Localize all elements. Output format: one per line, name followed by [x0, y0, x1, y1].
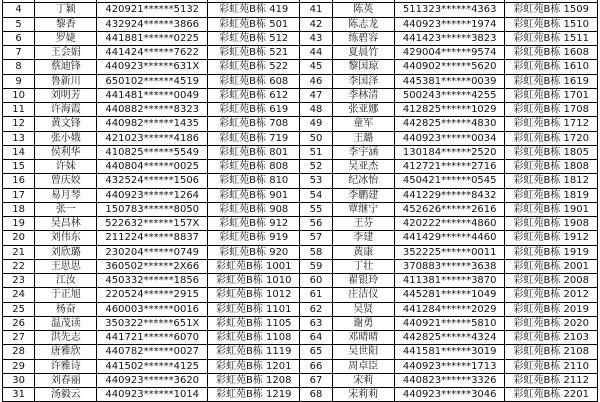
resident-name-cell: 刘明芳: [35, 88, 97, 102]
row-number-cell: 42: [300, 17, 332, 31]
id-number-cell: 441429******4460: [394, 231, 505, 245]
room-cell: 彩虹苑B栋 2020: [505, 316, 598, 330]
room-cell: 彩虹苑B栋 419: [208, 3, 300, 17]
id-number-cell: 452626******2616: [394, 202, 505, 216]
room-cell: 彩虹苑B栋 808: [208, 160, 300, 174]
room-cell: 彩虹苑B栋 908: [208, 202, 300, 216]
room-cell: 彩虹苑B栋 920: [208, 245, 300, 259]
table-row: [3, 3, 598, 17]
room-cell: 彩虹苑B栋 1510: [505, 17, 598, 31]
room-cell: 彩虹苑B栋 1101: [208, 302, 300, 316]
room-cell: 彩虹苑B栋 1619: [505, 74, 598, 88]
resident-name-cell: 纪冰怡: [332, 174, 394, 188]
row-number-cell: 46: [300, 74, 332, 88]
id-number-cell: 445381******0039: [394, 74, 505, 88]
resident-name-cell: 刘伟东: [35, 231, 97, 245]
resident-name-cell: 丁颖: [35, 3, 97, 17]
row-number-cell: 64: [300, 331, 332, 345]
resident-name-cell: 吴亚杰: [332, 160, 394, 174]
id-number-cell: 441581******3019: [394, 345, 505, 359]
row-number-cell: 14: [3, 145, 35, 159]
row-number-cell: 26: [3, 316, 35, 330]
row-number-cell: 48: [300, 103, 332, 117]
id-number-cell: 450332******1856: [97, 274, 208, 288]
row-number-cell: 45: [300, 60, 332, 74]
room-cell: 彩虹苑B栋 1610: [505, 60, 598, 74]
row-number-cell: 28: [3, 345, 35, 359]
room-cell: 彩虹苑B栋 912: [208, 217, 300, 231]
row-number-cell: 21: [3, 245, 35, 259]
table-row: [3, 316, 598, 330]
room-cell: 彩虹苑B栋 801: [208, 145, 300, 159]
table-row: [3, 88, 598, 102]
id-number-cell: 522632******157X: [97, 217, 208, 231]
id-number-cell: 650102******4519: [97, 74, 208, 88]
row-number-cell: 61: [300, 288, 332, 302]
room-cell: 彩虹苑B栋 612: [208, 88, 300, 102]
row-number-cell: 68: [300, 388, 332, 402]
resident-name-cell: 汤毅云: [35, 388, 97, 402]
resident-name-cell: 鲁新川: [35, 74, 97, 88]
table-row: [3, 345, 598, 359]
room-cell: 彩虹苑B栋 1511: [505, 31, 598, 45]
room-cell: 彩虹苑B栋 619: [208, 103, 300, 117]
id-number-cell: 441423******3823: [394, 31, 505, 45]
resident-name-cell: 洪先志: [35, 331, 97, 345]
id-number-cell: 420921******5132: [97, 3, 208, 17]
row-number-cell: 4: [3, 3, 35, 17]
resident-name-cell: 宋莉莉: [332, 388, 394, 402]
table-row: [3, 117, 598, 131]
resident-name-cell: 王璐: [332, 131, 394, 145]
resident-name-cell: 蔡迪锋: [35, 60, 97, 74]
resident-name-cell: 刘欣璐: [35, 245, 97, 259]
row-number-cell: 20: [3, 231, 35, 245]
row-number-cell: 41: [300, 3, 332, 17]
room-cell: 彩虹苑B栋 1509: [505, 3, 598, 17]
row-number-cell: 30: [3, 373, 35, 387]
row-number-cell: 44: [300, 46, 332, 60]
id-number-cell: 441481******0049: [97, 88, 208, 102]
row-number-cell: 60: [300, 274, 332, 288]
id-number-cell: 440882******8323: [97, 103, 208, 117]
room-cell: 彩虹苑B栋 1608: [505, 46, 598, 60]
resident-name-cell: 吴贤: [332, 302, 394, 316]
row-number-cell: 55: [300, 202, 332, 216]
id-number-cell: 445281******1049: [394, 288, 505, 302]
room-cell: 彩虹苑B栋 522: [208, 60, 300, 74]
resident-name-cell: 童军: [332, 117, 394, 131]
resident-name-cell: 王思思: [35, 259, 97, 273]
id-number-cell: 230204******0749: [97, 245, 208, 259]
resident-name-cell: 李宇涵: [332, 145, 394, 159]
room-cell: 彩虹苑B栋 2112: [505, 373, 598, 387]
row-number-cell: 51: [300, 145, 332, 159]
row-number-cell: 6: [3, 31, 35, 45]
row-number-cell: 24: [3, 288, 35, 302]
id-number-cell: 441424******7622: [97, 46, 208, 60]
id-number-cell: 440823******3326: [394, 373, 505, 387]
table-body: [3, 0, 598, 402]
resident-name-cell: 许雅诗: [35, 359, 97, 373]
room-cell: 彩虹苑B栋 1108: [208, 331, 300, 345]
row-number-cell: 12: [3, 117, 35, 131]
id-number-cell: 410825******5549: [97, 145, 208, 159]
id-number-cell: 432524******1506: [97, 174, 208, 188]
room-cell: 彩虹苑B栋 1701: [505, 88, 598, 102]
table-row: [3, 174, 598, 188]
row-number-cell: 13: [3, 131, 35, 145]
row-number-cell: 66: [300, 359, 332, 373]
id-number-cell: 441229******8432: [394, 188, 505, 202]
resident-name-cell: 陈志龙: [332, 17, 394, 31]
room-cell: 彩虹苑B栋 1219: [208, 388, 300, 402]
room-cell: 彩虹苑B栋 1119: [208, 345, 300, 359]
room-cell: 彩虹苑B栋 901: [208, 188, 300, 202]
id-number-cell: 511323******4363: [394, 3, 505, 17]
table-row: [3, 17, 598, 31]
row-number-cell: 11: [3, 103, 35, 117]
resident-name-cell: 黎香: [35, 17, 97, 31]
table-row: [3, 274, 598, 288]
row-number-cell: 62: [300, 302, 332, 316]
resident-name-cell: 唐雅欣: [35, 345, 97, 359]
id-number-cell: 440923******1014: [97, 388, 208, 402]
table-row: [3, 217, 598, 231]
room-cell: 彩虹苑B栋 1010: [208, 274, 300, 288]
resident-name-cell: 周卓臣: [332, 359, 394, 373]
resident-name-cell: 吴世阳: [332, 345, 394, 359]
resident-roster-table: [2, 0, 598, 402]
table-row: [3, 373, 598, 387]
resident-name-cell: 覃继宁: [332, 202, 394, 216]
room-cell: 彩虹苑B栋 2108: [505, 345, 598, 359]
id-number-cell: 440902******5620: [394, 60, 505, 74]
room-cell: 彩虹苑B栋 2103: [505, 331, 598, 345]
resident-name-cell: 张一: [35, 202, 97, 216]
id-number-cell: 440921******5810: [394, 316, 505, 330]
row-number-cell: 31: [3, 388, 35, 402]
room-cell: 彩虹苑B栋 810: [208, 174, 300, 188]
row-number-cell: 59: [300, 259, 332, 273]
row-number-cell: 18: [3, 202, 35, 216]
room-cell: 彩虹苑B栋 1208: [208, 373, 300, 387]
room-cell: 彩虹苑B栋 1819: [505, 188, 598, 202]
row-number-cell: 58: [300, 245, 332, 259]
row-number-cell: 53: [300, 174, 332, 188]
room-cell: 彩虹苑B栋 1001: [208, 259, 300, 273]
id-number-cell: 211224******8837: [97, 231, 208, 245]
id-number-cell: 441502******4125: [97, 359, 208, 373]
resident-name-cell: 谢勇: [332, 316, 394, 330]
table-row: [3, 202, 598, 216]
resident-name-cell: 刘春丽: [35, 373, 97, 387]
id-number-cell: 442825******4830: [394, 117, 505, 131]
room-cell: 彩虹苑B栋 1012: [208, 288, 300, 302]
id-number-cell: 150783******8050: [97, 202, 208, 216]
row-number-cell: 50: [300, 131, 332, 145]
resident-name-cell: 王芬: [332, 217, 394, 231]
room-cell: 彩虹苑B栋 1201: [208, 359, 300, 373]
resident-name-cell: 邓晴晴: [332, 331, 394, 345]
resident-name-cell: 夏晨竹: [332, 46, 394, 60]
id-number-cell: 412721******2716: [394, 160, 505, 174]
room-cell: 彩虹苑B栋 1901: [505, 202, 598, 216]
resident-name-cell: 黄文锋: [35, 117, 97, 131]
id-number-cell: 450421******0545: [394, 174, 505, 188]
room-cell: 彩虹苑B栋 2201: [505, 388, 598, 402]
row-number-cell: 19: [3, 217, 35, 231]
id-number-cell: 130184******2520: [394, 145, 505, 159]
table-row: [3, 103, 598, 117]
resident-name-cell: 李林清: [332, 88, 394, 102]
id-number-cell: 421023******4186: [97, 131, 208, 145]
row-number-cell: 10: [3, 88, 35, 102]
id-number-cell: 440923******1974: [394, 17, 505, 31]
table-row: [3, 31, 598, 45]
room-cell: 彩虹苑B栋 708: [208, 117, 300, 131]
room-cell: 彩虹苑B栋 1919: [505, 245, 598, 259]
id-number-cell: 432924******3866: [97, 17, 208, 31]
id-number-cell: 360502******2X66: [97, 259, 208, 273]
row-number-cell: 29: [3, 359, 35, 373]
resident-name-cell: 宋莉: [332, 373, 394, 387]
id-number-cell: 441881******0225: [97, 31, 208, 45]
table-row: [3, 60, 598, 74]
resident-name-cell: 杨奋: [35, 302, 97, 316]
resident-name-cell: 易月琴: [35, 188, 97, 202]
id-number-cell: 412825******1029: [394, 103, 505, 117]
room-cell: 彩虹苑B栋 2019: [505, 302, 598, 316]
resident-name-cell: 吴昌林: [35, 217, 97, 231]
id-number-cell: 440923******631X: [97, 60, 208, 74]
table-row: [3, 231, 598, 245]
room-cell: 彩虹苑B栋 608: [208, 74, 300, 88]
row-number-cell: 54: [300, 188, 332, 202]
room-cell: 彩虹苑B栋 521: [208, 46, 300, 60]
row-number-cell: 5: [3, 17, 35, 31]
id-number-cell: 429004******9574: [394, 46, 505, 60]
table-row: [3, 74, 598, 88]
row-number-cell: 15: [3, 160, 35, 174]
table-row: [3, 259, 598, 273]
id-number-cell: 440923******1264: [97, 188, 208, 202]
room-cell: 彩虹苑B栋 2012: [505, 288, 598, 302]
id-number-cell: 440982******1435: [97, 117, 208, 131]
id-number-cell: 220524******2915: [97, 288, 208, 302]
resident-name-cell: 李国泽: [332, 74, 394, 88]
id-number-cell: 441721******6070: [97, 331, 208, 345]
row-number-cell: 22: [3, 259, 35, 273]
row-number-cell: 52: [300, 160, 332, 174]
table-row: [3, 145, 598, 159]
room-cell: 彩虹苑B栋 1105: [208, 316, 300, 330]
room-cell: 彩虹苑B栋 1720: [505, 131, 598, 145]
id-number-cell: 440804******0025: [97, 160, 208, 174]
room-cell: 彩虹苑B栋 2001: [505, 259, 598, 273]
id-number-cell: 411381******3870: [394, 274, 505, 288]
table-row: [3, 131, 598, 145]
id-number-cell: 352225******0011: [394, 245, 505, 259]
table-row: [3, 359, 598, 373]
id-number-cell: 440923******3620: [97, 373, 208, 387]
row-number-cell: 23: [3, 274, 35, 288]
resident-name-cell: 温茂读: [35, 316, 97, 330]
row-number-cell: 65: [300, 345, 332, 359]
row-number-cell: 67: [300, 373, 332, 387]
room-cell: 彩虹苑B栋 501: [208, 17, 300, 31]
room-cell: 彩虹苑B栋 1712: [505, 117, 598, 131]
row-number-cell: 43: [300, 31, 332, 45]
id-number-cell: 440782******0027: [97, 345, 208, 359]
room-cell: 彩虹苑B栋 512: [208, 31, 300, 45]
resident-name-cell: 翟银玲: [332, 274, 394, 288]
row-number-cell: 25: [3, 302, 35, 316]
row-number-cell: 63: [300, 316, 332, 330]
resident-name-cell: 张亚娜: [332, 103, 394, 117]
row-number-cell: 47: [300, 88, 332, 102]
id-number-cell: 440923******3046: [394, 388, 505, 402]
row-number-cell: 27: [3, 331, 35, 345]
row-number-cell: 56: [300, 217, 332, 231]
resident-name-cell: 黎国琼: [332, 60, 394, 74]
resident-name-cell: 罗婕: [35, 31, 97, 45]
row-number-cell: 7: [3, 46, 35, 60]
row-number-cell: 8: [3, 60, 35, 74]
resident-name-cell: 李建: [332, 231, 394, 245]
resident-name-cell: 于正旭: [35, 288, 97, 302]
table-row: [3, 188, 598, 202]
id-number-cell: 460003******0016: [97, 302, 208, 316]
resident-name-cell: 庄洁仪: [332, 288, 394, 302]
resident-name-cell: 侯利华: [35, 145, 97, 159]
room-cell: 彩虹苑B栋 1908: [505, 217, 598, 231]
id-number-cell: 442825******4324: [394, 331, 505, 345]
room-cell: 彩虹苑B栋 719: [208, 131, 300, 145]
row-number-cell: 9: [3, 74, 35, 88]
room-cell: 彩虹苑B栋 2008: [505, 274, 598, 288]
resident-name-cell: 黄康: [332, 245, 394, 259]
table-row: [3, 245, 598, 259]
resident-name-cell: 江汝: [35, 274, 97, 288]
row-number-cell: 57: [300, 231, 332, 245]
id-number-cell: 500243******4255: [394, 88, 505, 102]
id-number-cell: 440923******0034: [394, 131, 505, 145]
id-number-cell: 420222******4860: [394, 217, 505, 231]
resident-name-cell: 曾庆姣: [35, 174, 97, 188]
resident-name-cell: 丁壮: [332, 259, 394, 273]
room-cell: 彩虹苑B栋 1912: [505, 231, 598, 245]
room-cell: 彩虹苑B栋 2110: [505, 359, 598, 373]
room-cell: 彩虹苑B栋 1708: [505, 103, 598, 117]
table-row: [3, 302, 598, 316]
row-number-cell: 16: [3, 174, 35, 188]
table-row: [3, 160, 598, 174]
room-cell: 彩虹苑B栋 1805: [505, 145, 598, 159]
row-number-cell: 17: [3, 188, 35, 202]
room-cell: 彩虹苑B栋 919: [208, 231, 300, 245]
table-row: [3, 46, 598, 60]
resident-name-cell: 许妹: [35, 160, 97, 174]
resident-name-cell: 许海霞: [35, 103, 97, 117]
id-number-cell: 350322******651X: [97, 316, 208, 330]
resident-name-cell: 王会娟: [35, 46, 97, 60]
table-row: [3, 288, 598, 302]
resident-name-cell: 陈英: [332, 3, 394, 17]
resident-name-cell: 李鹏建: [332, 188, 394, 202]
resident-name-cell: 张小娥: [35, 131, 97, 145]
resident-name-cell: 练碧容: [332, 31, 394, 45]
id-number-cell: 370883******3638: [394, 259, 505, 273]
table-row: [3, 331, 598, 345]
room-cell: 彩虹苑B栋 1812: [505, 174, 598, 188]
id-number-cell: 440923******1713: [394, 359, 505, 373]
id-number-cell: 441284******2029: [394, 302, 505, 316]
room-cell: 彩虹苑B栋 1808: [505, 160, 598, 174]
row-number-cell: 49: [300, 117, 332, 131]
